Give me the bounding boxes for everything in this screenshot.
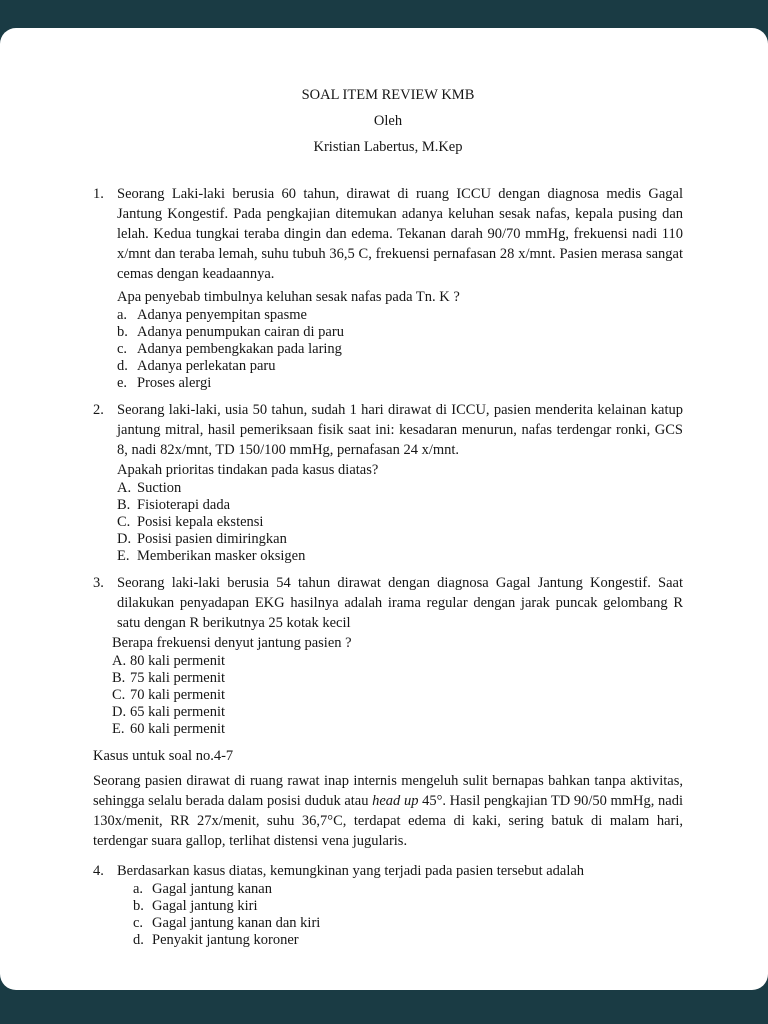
option-letter: A.: [117, 480, 132, 496]
answer-option: [117, 341, 683, 358]
option-text: Gagal jantung kanan dan kiri: [152, 915, 321, 931]
option-letter: E.: [117, 548, 130, 564]
option-letter: C.: [112, 687, 126, 703]
case-italic-phrase: head up: [372, 793, 419, 809]
option-letter: c.: [133, 915, 144, 931]
option-letter: C.: [117, 514, 131, 530]
document-page[interactable]: [0, 28, 768, 990]
option-letter: b.: [117, 324, 128, 340]
option-letter: B.: [117, 497, 131, 513]
question-prompt: Berdasarkan kasus diatas, kemungkinan yang terjadi pada pasien tersebut adalah: [117, 863, 585, 879]
question-intro: Seorang laki-laki, usia 50 tahun, sudah 1 hari dirawat di ICCU, pasien menderita kelainan katup jantung mitral, hasil pemeriksaan fisik saat ini: kesadaran menurun, nafas terdengar ronki, GCS 8, nadi 82x/mnt, TD 150/100 mmHg, pernafasan 24 x/mnt.: [117, 402, 683, 458]
answer-option: [133, 881, 683, 898]
option-text: 60 kali permenit: [130, 721, 226, 737]
answer-option: [112, 704, 683, 721]
option-text: 75 kali permenit: [130, 670, 226, 686]
option-text: Posisi kepala ekstensi: [137, 514, 264, 530]
option-text: Posisi pasien dimiringkan: [137, 531, 287, 547]
answer-option: [112, 653, 683, 670]
question-1: [93, 184, 683, 392]
option-text: Proses alergi: [137, 375, 212, 391]
option-letter: a.: [117, 307, 128, 323]
option-text: 70 kali permenit: [130, 687, 226, 703]
question-body: [117, 184, 683, 392]
question-prompt: Apakah prioritas tindakan pada kasus diatas?: [117, 462, 379, 478]
option-text: Penyakit jantung koroner: [152, 932, 299, 948]
answer-option: [117, 480, 683, 497]
option-letter: b.: [133, 898, 144, 914]
option-text: Fisioterapi dada: [137, 497, 231, 513]
answer-option: [117, 548, 683, 565]
option-letter: c.: [117, 341, 128, 357]
question-number: 4.: [93, 863, 104, 879]
option-text: 65 kali permenit: [130, 704, 226, 720]
case-note-paragraph: [93, 771, 683, 851]
case-note-heading: Kasus untuk soal no.4-7: [93, 748, 234, 764]
document-content: [0, 28, 768, 949]
question-number: 3.: [93, 575, 104, 591]
question-prompt: Berapa frekuensi denyut jantung pasien ?: [112, 635, 352, 651]
option-letter: a.: [133, 881, 144, 897]
option-letter: d.: [117, 358, 128, 374]
question-intro: Seorang laki-laki berusia 54 tahun dirawat dengan diagnosa Gagal Jantung Kongestif. Saat dilakukan penyadapan EKG hasilnya adalah irama regular dengan jarak puncak gelombang R satu dengan R berikutnya 25 kotak kecil: [117, 575, 683, 631]
question-body: [117, 400, 683, 565]
question-intro: Seorang Laki-laki berusia 60 tahun, dirawat di ruang ICCU dengan diagnosa medis Gagal Jantung Kongestif. Pada pengkajian ditemukan adanya keluhan sesak nafas, kepala pusing dan lelah. Kedua tungkai teraba dingin dan edema. Tekanan darah 90/70 mmHg, frekuensi nadi 110 x/mnt dan teraba lemah, suhu tubuh 36,5 C, frekuensi pernafasan 28 x/mnt. Pasien merasa sangat cemas dengan keadaannya.: [117, 186, 683, 282]
question-body: [117, 861, 683, 949]
option-text: 80 kali permenit: [130, 653, 226, 669]
option-text: Adanya penumpukan cairan di paru: [137, 324, 344, 340]
option-text: Adanya perlekatan paru: [137, 358, 276, 374]
option-letter: D.: [112, 704, 127, 720]
question-body: [112, 573, 683, 738]
question-number: 2.: [93, 402, 104, 418]
option-text: Gagal jantung kiri: [152, 898, 258, 914]
option-letter: E.: [112, 721, 125, 737]
answer-option: [117, 358, 683, 375]
option-letter: B.: [112, 670, 126, 686]
answer-option: [117, 307, 683, 324]
document-title: SOAL ITEM REVIEW KMB: [301, 87, 475, 103]
answer-option: [117, 497, 683, 514]
option-letter: d.: [133, 932, 144, 948]
option-letter: e.: [117, 375, 128, 391]
answer-option: [117, 514, 683, 531]
answer-option: [117, 375, 683, 392]
option-text: Adanya pembengkakan pada laring: [137, 341, 342, 357]
option-letter: D.: [117, 531, 132, 547]
answer-option: [133, 932, 683, 949]
option-letter: A.: [112, 653, 127, 669]
question-4: [93, 861, 683, 949]
case-note: [93, 746, 683, 851]
document-byline: Oleh: [373, 113, 403, 129]
question-3: [93, 573, 683, 738]
answer-option: [112, 687, 683, 704]
question-prompt: Apa penyebab timbulnya keluhan sesak nafas pada Tn. K ?: [117, 289, 460, 305]
case-text-after: 45°. Hasil pengkajian TD 90/50 mmHg, nadi 130x/menit, RR 27x/menit, suhu 36,7°C, terdapat edema di kaki, sering batuk di malam hari, terdengar suara gallop, terlihat distensi vena jugularis.: [93, 793, 684, 849]
answer-option: [112, 721, 683, 738]
document-header: [93, 82, 683, 160]
option-text: Suction: [137, 480, 182, 496]
answer-option: [117, 531, 683, 548]
option-text: Gagal jantung kanan: [152, 881, 272, 897]
answer-option: [133, 915, 683, 932]
document-author: Kristian Labertus, M.Kep: [313, 139, 463, 155]
case-text-before: Seorang pasien dirawat di ruang rawat inap internis mengeluh sulit bernapas bahkan tanpa aktivitas, sehingga selalu berada dalam posisi duduk atau: [93, 773, 683, 809]
question-number: 1.: [93, 186, 104, 202]
answer-option: [133, 898, 683, 915]
option-text: Memberikan masker oksigen: [137, 548, 306, 564]
question-2: [93, 400, 683, 565]
answer-option: [112, 670, 683, 687]
option-text: Adanya penyempitan spasme: [137, 307, 307, 323]
answer-option: [117, 324, 683, 341]
